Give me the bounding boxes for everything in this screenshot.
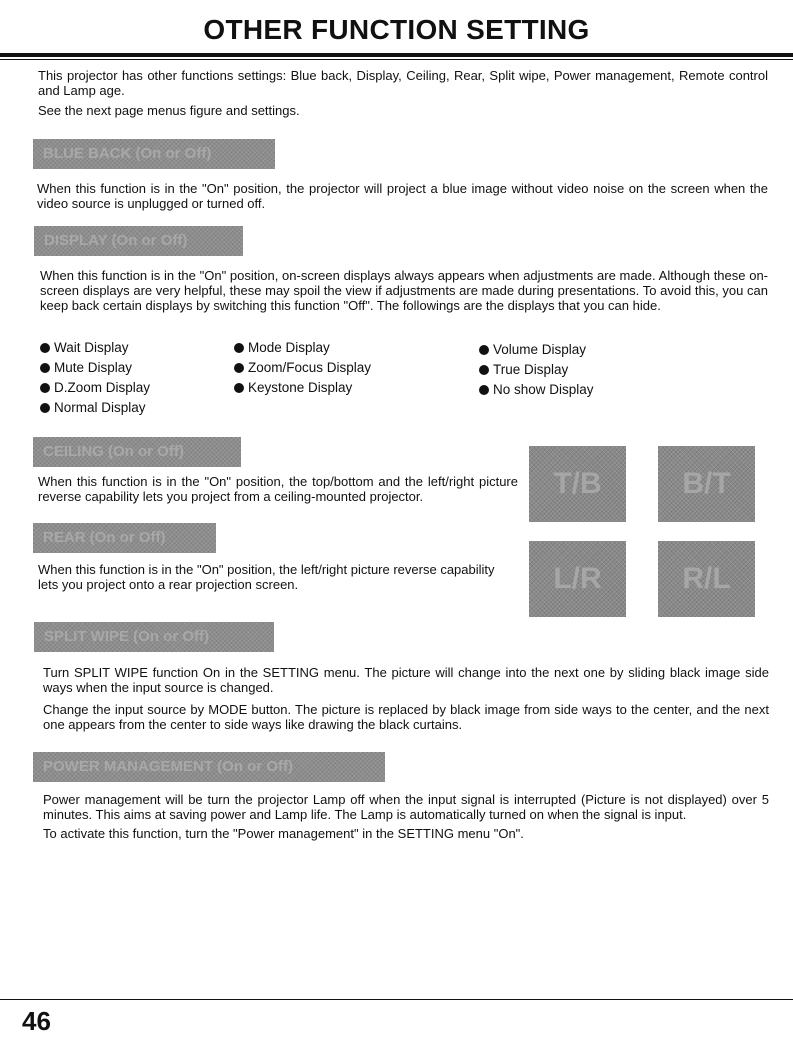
split-wipe-text-2: Change the input source by MODE button. The picture is replaced by black image from side ways to the center, and the next one appears from the center to side ways like drawing the black curtains. bbox=[43, 702, 769, 732]
bullet-icon bbox=[40, 403, 50, 413]
rear-picture-left-right: L/R bbox=[529, 541, 626, 617]
list-item: Zoom/Focus Display bbox=[234, 358, 371, 378]
ceiling-picture-top-bottom: T/B bbox=[529, 446, 626, 522]
list-item: Mode Display bbox=[234, 338, 371, 358]
power-management-text-2: To activate this function, turn the "Power management" in the SETTING menu "On". bbox=[43, 826, 524, 841]
list-item: Volume Display bbox=[479, 340, 594, 360]
ceiling-picture-reversed: B/T bbox=[658, 446, 755, 522]
bullet-icon bbox=[40, 363, 50, 373]
bullet-icon bbox=[40, 383, 50, 393]
page-title: OTHER FUNCTION SETTING bbox=[203, 14, 590, 45]
list-item: Keystone Display bbox=[234, 378, 371, 398]
display-bullet-list bbox=[40, 338, 760, 420]
power-management-heading: POWER MANAGEMENT (On or Off) bbox=[33, 752, 385, 782]
list-item: No show Display bbox=[479, 380, 594, 400]
list-item: Normal Display bbox=[40, 398, 150, 418]
rear-heading: REAR (On or Off) bbox=[33, 523, 216, 553]
bullet-icon bbox=[479, 365, 489, 375]
split-wipe-text: Turn SPLIT WIPE function On in the SETTING menu. The picture will change into the next one by sliding black image side ways when the input source is changed. bbox=[43, 665, 769, 695]
bullet-icon bbox=[479, 345, 489, 355]
bullet-icon bbox=[40, 343, 50, 353]
bullet-icon bbox=[234, 343, 244, 353]
split-wipe-heading: SPLIT WIPE (On or Off) bbox=[34, 622, 274, 652]
bullet-column bbox=[40, 338, 150, 418]
rear-text: When this function is in the "On" position, the left/right picture reverse capability lets you project onto a rear projection screen. bbox=[38, 562, 495, 592]
bullet-column bbox=[234, 338, 371, 398]
blue-back-text: When this function is in the "On" position, the projector will project a blue image without video noise on the screen when the video source is unplugged or turned off. bbox=[37, 181, 768, 211]
intro-paragraph: This projector has other functions settings: Blue back, Display, Ceiling, Rear, Split wipe, Power management, Remote control and Lamp age. bbox=[38, 68, 768, 98]
power-management-text: Power management will be turn the projector Lamp off when the input signal is interrupted (Picture is not displayed) over 5 minutes. This aims at saving power and Lamp life. The Lamp is automatically turned on when the signal is input. bbox=[43, 792, 769, 822]
display-text: When this function is in the "On" position, on-screen displays always appears when adjustments are made. Although these on-screen displays are very helpful, these may spoil the view if adjustments are made during presentations. To avoid this, you can keep back certain displays by switching this function "Off". The followings are the displays that you can hide. bbox=[40, 268, 768, 313]
bullet-column bbox=[479, 340, 594, 400]
list-item: Mute Display bbox=[40, 358, 150, 378]
display-heading: DISPLAY (On or Off) bbox=[34, 226, 243, 256]
list-item: Wait Display bbox=[40, 338, 150, 358]
blue-back-heading: BLUE BACK (On or Off) bbox=[33, 139, 275, 169]
ceiling-text: When this function is in the "On" position, the top/bottom and the left/right picture reverse capability lets you project from a ceiling-mounted projector. bbox=[38, 474, 518, 504]
intro-note: See the next page menus figure and settings. bbox=[38, 103, 300, 118]
title-rule bbox=[0, 53, 793, 57]
bullet-icon bbox=[479, 385, 489, 395]
ceiling-heading: CEILING (On or Off) bbox=[33, 437, 241, 467]
page-number: 46 bbox=[22, 1006, 51, 1036]
bullet-icon bbox=[234, 363, 244, 373]
list-item: True Display bbox=[479, 360, 594, 380]
title-rule-thin bbox=[0, 59, 793, 60]
rear-picture-reversed: R/L bbox=[658, 541, 755, 617]
footer-rule bbox=[0, 999, 793, 1000]
bullet-icon bbox=[234, 383, 244, 393]
list-item: D.Zoom Display bbox=[40, 378, 150, 398]
